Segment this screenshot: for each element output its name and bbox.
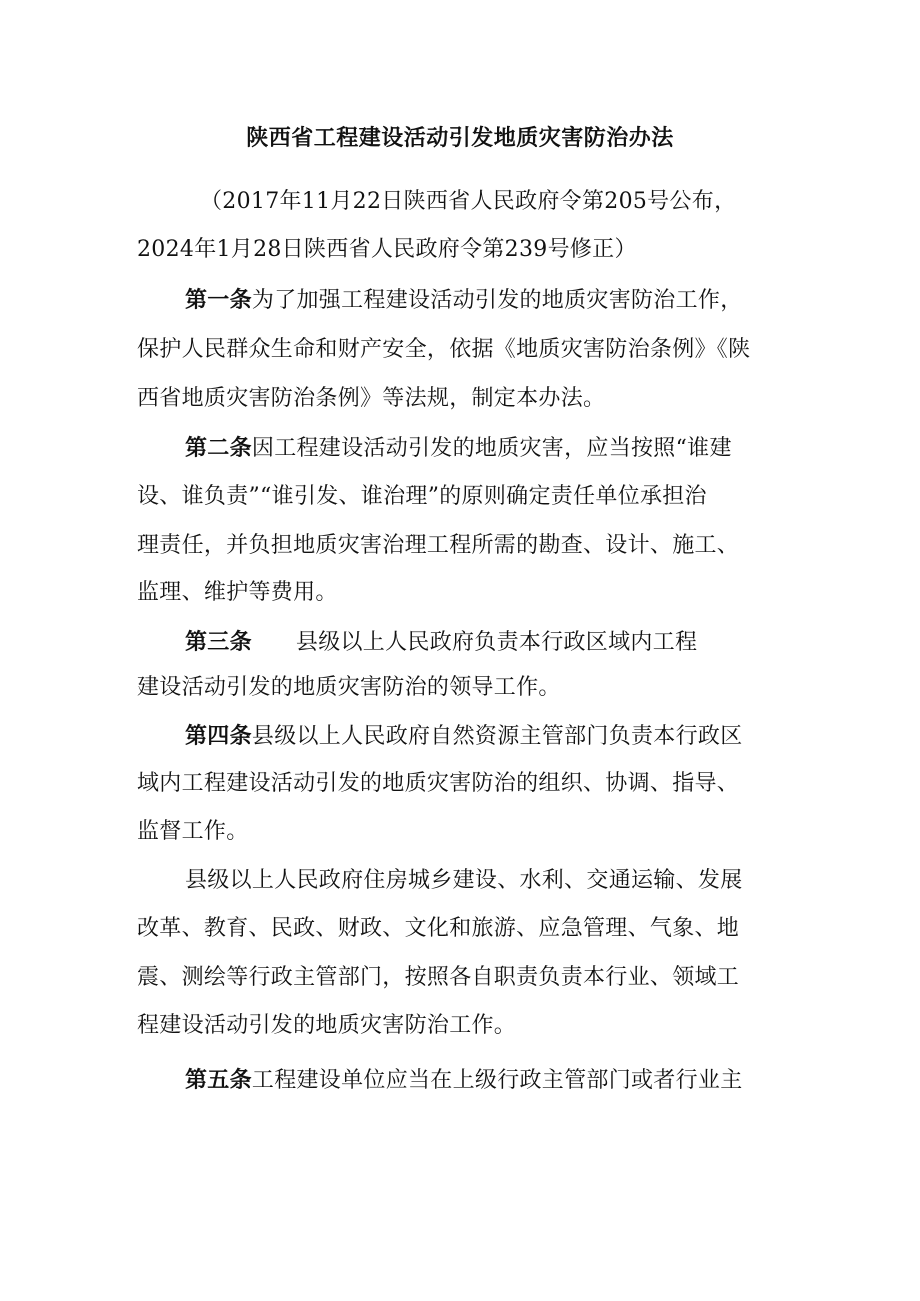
article-2-line-2: 设、谁负责”“谁引发、谁治理”的原则确定责任单位承担治 xyxy=(137,484,707,509)
article-3-text: 县级以上人民政府负责本行政区域内工程 xyxy=(295,630,698,655)
document-title: 陕西省工程建设活动引发地质灾害防治办法 xyxy=(246,125,674,151)
article-4-line-3: 监督工作。 xyxy=(137,819,249,844)
article-3-label: 第三条 xyxy=(185,629,252,655)
article-2-line-3: 理责任，并负担地质灾害治理工程所需的勘查、设计、施工、 xyxy=(137,533,740,558)
article-4-para-2-line-1: 县级以上人民政府住房城乡建设、水利、交通运输、发展 xyxy=(185,868,743,893)
article-2-first-line xyxy=(185,432,732,465)
article-5-text: 工程建设单位应当在上级行政主管部门或者行业主 xyxy=(251,1068,743,1093)
article-4-first-line xyxy=(185,720,743,753)
article-5-label: 第五条 xyxy=(185,1067,252,1093)
article-1-first-line xyxy=(185,284,743,317)
article-5-first-line xyxy=(185,1064,743,1097)
article-2-text: 因工程建设活动引发的地质灾害，应当按照“谁建 xyxy=(251,436,732,461)
article-1-text: 为了加强工程建设活动引发的地质灾害防治工作， xyxy=(251,288,743,313)
article-2-line-4: 监理、维护等费用。 xyxy=(137,580,338,605)
article-4-para-2-line-2: 改革、教育、民政、财政、文化和旅游、应急管理、气象、地 xyxy=(137,916,740,941)
article-2-label: 第二条 xyxy=(185,435,252,461)
article-3-first-line xyxy=(185,626,697,659)
article-4-line-2: 域内工程建设活动引发的地质灾害防治的组织、协调、指导、 xyxy=(137,771,740,796)
article-1-label: 第一条 xyxy=(185,287,252,313)
article-4-label: 第四条 xyxy=(185,723,252,749)
article-1-line-2: 保护人民群众生命和财产安全，依据《地质灾害防治条例》《陕 xyxy=(137,337,751,362)
article-4-para-2-line-3: 震、测绘等行政主管部门，按照各自职责负责本行业、领域工 xyxy=(137,965,740,990)
article-3-line-2: 建设活动引发的地质灾害防治的领导工作。 xyxy=(137,675,561,700)
article-4-para-2-line-4: 程建设活动引发的地质灾害防治工作。 xyxy=(137,1013,517,1038)
article-4-text: 县级以上人民政府自然资源主管部门负责本行政区 xyxy=(251,724,743,749)
article-1-line-3: 西省地质灾害防治条例》等法规，制定本办法。 xyxy=(137,386,606,411)
preamble-line-1: （2017年11月22日陕西省人民政府令第205号公布， xyxy=(200,189,737,214)
preamble-line-2: 2024年1月28日陕西省人民政府令第239号修正） xyxy=(137,237,637,262)
